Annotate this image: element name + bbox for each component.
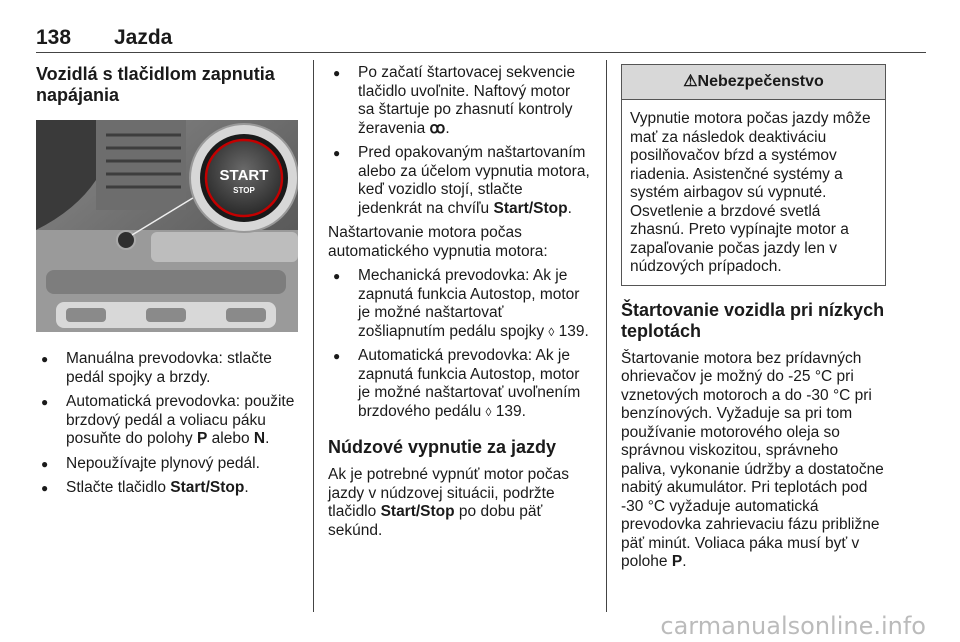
stop-label: STOP <box>233 186 255 195</box>
list-item: ● Manuálna prevodovka: stlačte pedál spojky a brzdy. <box>36 350 301 387</box>
section-heading-cold-start: Štartovanie vozidla pri nízkych teplotách <box>621 299 885 341</box>
danger-box <box>621 64 886 286</box>
autostop-list <box>328 267 590 421</box>
section-heading-emergency: Núdzové vypnutie za jazdy <box>328 437 557 457</box>
warning-triangle-icon: ⚠ <box>683 73 698 90</box>
start-label: START <box>219 167 269 184</box>
page-header <box>36 26 926 52</box>
power-button-steps <box>36 350 301 498</box>
emergency-paragraph: Ak je potrebné vypnúť motor počas jazdy v núdzovej situácii, podržte tlačidlo Start/Stop po dobu päť sekúnd. <box>328 466 570 539</box>
glow-plug-icon: ꝏ <box>429 119 446 137</box>
watermark: carmanualsonline.info <box>660 612 926 640</box>
danger-text: Vypnutie motora počas jazdy môže mať za následok deaktiváciu posilňovačov bŕzd a systémov riadenia. Asistenčné systémy a systém airbagov sú vypnuté. Osvetlenie a brzdové svetlá zhasnú. Preto vypínajte motor a zapaľovanie počas jazdy len v núdzových prípadoch. <box>630 110 871 275</box>
list-item: ● Stlačte tlačidlo Start/Stop. <box>36 479 301 498</box>
column-right <box>621 64 886 572</box>
autostop-intro: Naštartovanie motora počas automatického vypnutia motora: <box>328 224 548 260</box>
page-ref-icon: ◊ <box>548 324 555 339</box>
page-ref-icon: ◊ <box>485 404 492 419</box>
column-divider-1 <box>313 60 314 612</box>
list-item: ● Automatická prevodovka: použite brzdový pedál a voliacu páku posuňte do polohy P alebo N. <box>36 393 301 449</box>
page-number: 138 <box>36 26 72 49</box>
start-button-figure <box>36 120 298 332</box>
list-item: ● Nepoužívajte plynový pedál. <box>36 455 301 474</box>
cold-start-paragraph: Štartovanie motora bez prídavných ohrievačov je možný do -25 °C pri vznetových motoroch a do -30 °C pri benzínových. Vyžaduje sa pri tom používanie motorového oleja so správnou viskozitou, správneho paliva, vykonanie údržby a dostatočne nabitý akumulátor. Pri teplotách pod -30 °C vyžaduje automatická prevodovka zahrievaciu fázu približne päť minút. Voliaca páka musí byť v polohe P. <box>621 349 884 570</box>
page-ref-link[interactable]: 139. <box>554 322 589 340</box>
column-divider-2 <box>606 60 607 612</box>
list-item: ● Pred opakovaným naštartovaním alebo za účelom vypnutia motora, keď vozidlo stojí, stlačte jedenkrát na chvíľu Start/Stop. <box>328 144 590 218</box>
start-sequence-list <box>328 64 590 218</box>
column-left <box>36 64 301 498</box>
page-ref-link[interactable]: 139. <box>491 402 526 420</box>
list-item: ● Mechanická prevodovka: Ak je zapnutá funkcia Autostop, motor je možné naštartovať zošliapnutím pedálu spojky ◊ 139. <box>328 267 590 341</box>
section-heading-power-button: Vozidlá s tlačidlom zapnutia napájania <box>36 64 275 105</box>
chapter-title: Jazda <box>114 26 173 49</box>
column-middle <box>328 64 590 540</box>
list-item: ● Automatická prevodovka: Ak je zapnutá funkcia Autostop, motor je možné naštartovať uvoľnením brzdového pedálu ◊ 139. <box>328 347 590 421</box>
danger-header <box>622 65 885 100</box>
header-divider <box>36 52 926 53</box>
list-item: ● Po začatí štartovacej sekvencie tlačidlo uvoľnite. Naftový motor sa štartuje po zhasnutí kontroly žeravenia ꝏ. <box>328 64 590 138</box>
danger-title: Nebezpečenstvo <box>697 73 824 90</box>
